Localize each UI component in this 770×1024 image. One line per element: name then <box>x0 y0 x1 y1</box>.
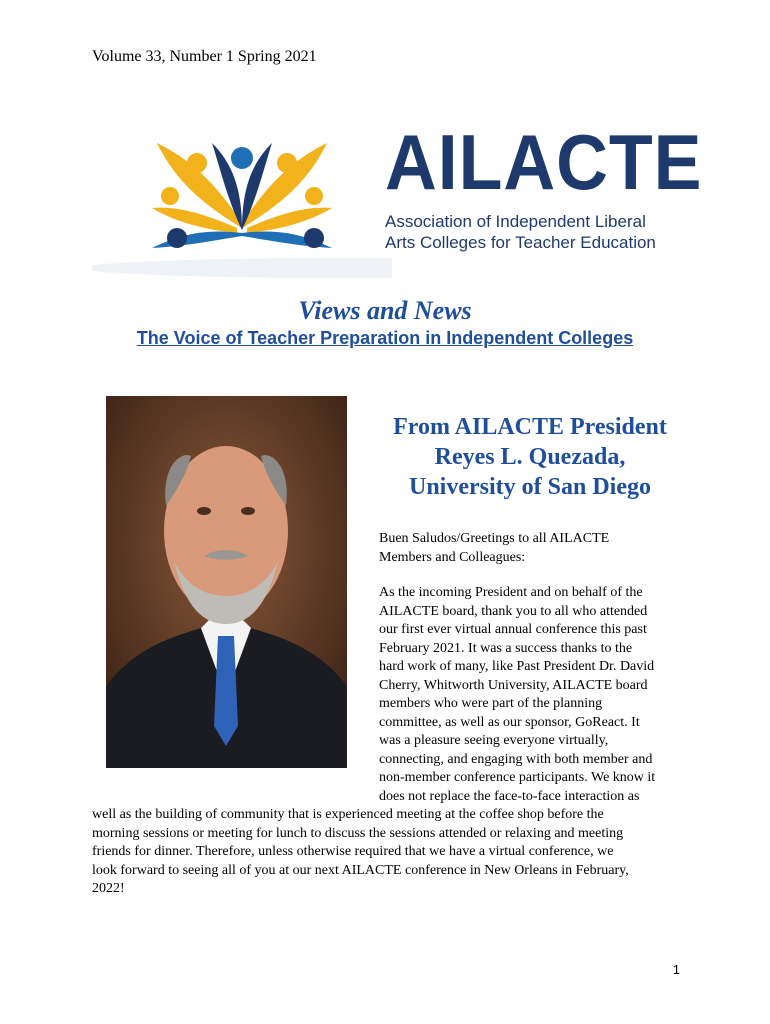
text-line: friends for dinner. Therefore, unless otherwise required that we have a virtual conference, we <box>92 844 614 859</box>
text-line: 2022! <box>92 881 125 896</box>
text-line: look forward to seeing all of you at our next AILACTE conference in New Orleans in February, <box>92 862 629 878</box>
article-heading <box>360 412 700 502</box>
text-line: non-member conference participants. We know it <box>379 770 656 785</box>
text-line: hard work of many, like Past President Dr. David <box>379 659 655 674</box>
body-full-paragraph <box>92 806 682 899</box>
text-line: connecting, and engaging with both member and <box>379 751 653 767</box>
text-line: was a pleasure seeing everyone virtually, <box>379 733 609 748</box>
text-line: February 2021. It was a success thanks to the <box>379 640 633 656</box>
heading-line: Reyes L. Quezada, <box>434 444 626 470</box>
text-line: well as the building of community that is experienced meeting at the coffee shop before the <box>92 807 604 822</box>
text-line: committee, as well as our sponsor, GoReact. It <box>379 714 640 730</box>
newsletter-title: Views and News <box>298 296 472 325</box>
text-line: As the incoming President and on behalf of the <box>379 585 643 600</box>
text-line: morning sessions or meeting for lunch to discuss the sessions attended or relaxing and meeting <box>92 825 624 841</box>
heading-line: From AILACTE President <box>393 414 667 440</box>
issue-line: Volume 33, Number 1 Spring 2021 <box>92 48 317 65</box>
text-line: Members and Colleagues: <box>379 549 526 565</box>
text-line: our first ever virtual annual conference this past <box>379 622 647 637</box>
ailacte-logo <box>92 118 703 283</box>
newsletter-subtitle: The Voice of Teacher Preparation in Independent Colleges <box>136 328 634 348</box>
text-line: members who were part of the planning <box>379 696 603 711</box>
logo-emblem-icon <box>92 118 392 283</box>
heading-line: University of San Diego <box>409 474 651 500</box>
text-line: does not replace the face-to-face interaction as <box>379 788 640 804</box>
logo-tagline-2: Arts Colleges for Teacher Education <box>385 233 656 252</box>
text-line: Buen Saludos/Greetings to all AILACTE <box>379 531 610 546</box>
logo-wordmark: AILACTE <box>385 118 703 206</box>
president-portrait <box>106 396 347 768</box>
greeting-paragraph <box>379 530 689 567</box>
logo-tagline-1: Association of Independent Liberal <box>385 212 646 231</box>
page-number: 1 <box>672 962 680 977</box>
text-line: AILACTE board, thank you to all who attended <box>379 603 648 619</box>
body-column-paragraph <box>379 584 689 806</box>
text-line: Cherry, Whitworth University, AILACTE board <box>379 677 648 693</box>
